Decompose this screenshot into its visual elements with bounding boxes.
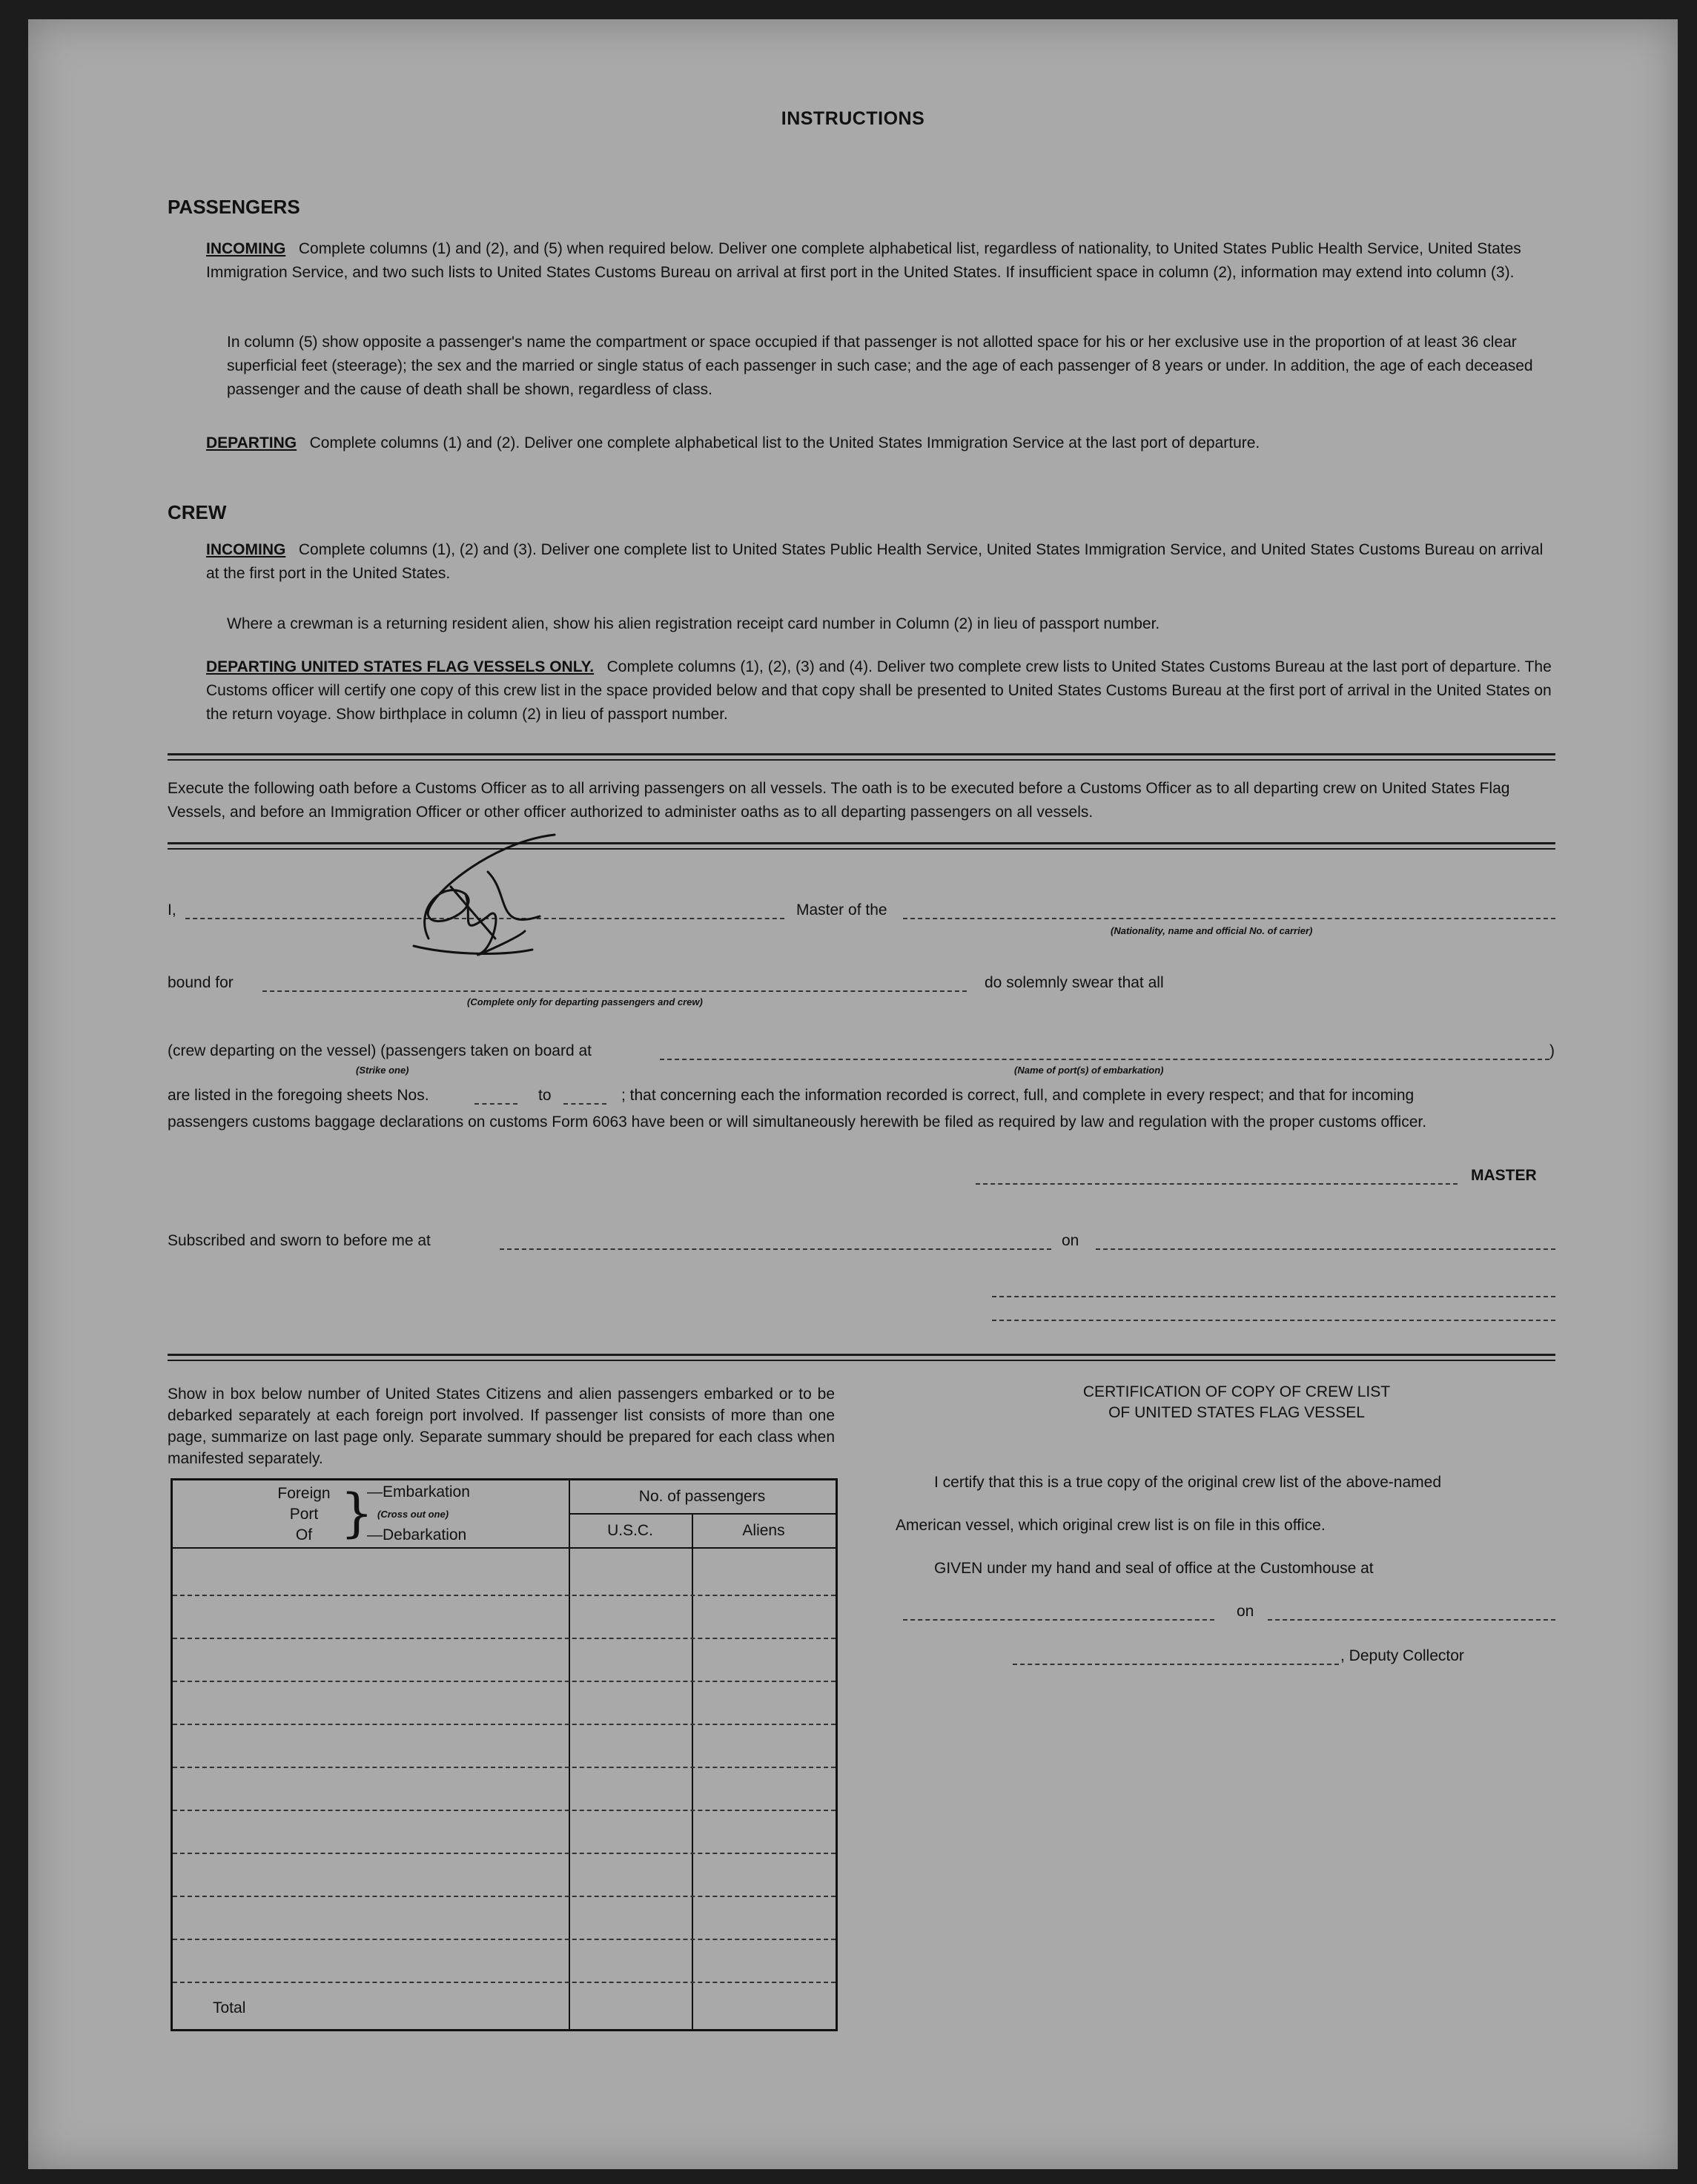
- certification-line-1: I certify that this is a true copy of the original crew list of the above-named: [934, 1474, 1441, 1491]
- master-name-field-cont[interactable]: [562, 918, 784, 919]
- oath-i-label: I,: [168, 901, 176, 919]
- table-row[interactable]: [173, 1638, 836, 1639]
- table-row[interactable]: [173, 1896, 836, 1897]
- swear-label: do solemnly swear that all: [985, 974, 1164, 991]
- passengers-heading: PASSENGERS: [168, 196, 300, 218]
- passengers-departing-paragraph: [206, 431, 1555, 455]
- sheets-text-2: ; that concerning each the information recorded is correct, full, and complete in every respect; and that for incoming: [621, 1087, 1415, 1104]
- table-row[interactable]: [173, 1853, 836, 1854]
- passengers-departing-text: Complete columns (1) and (2). Deliver one complete alphabetical list to the United States Immigration Service at the last port of departure.: [309, 434, 1260, 451]
- sworn-date-field[interactable]: [1096, 1248, 1555, 1250]
- table-row[interactable]: [173, 1724, 836, 1725]
- crew-incoming-paragraph: [206, 538, 1555, 586]
- master-label: MASTER: [1471, 1167, 1537, 1184]
- passengers-departing-label: DEPARTING: [206, 434, 297, 451]
- crew-departing-label: (crew departing on the vessel) (passengers taken on board at: [168, 1042, 592, 1059]
- form-sheet: [28, 19, 1678, 2169]
- certification-on-label: on: [1237, 1603, 1254, 1620]
- table-divider: [692, 1513, 693, 2029]
- master-signature-field[interactable]: [976, 1183, 1458, 1185]
- sheet-to-field[interactable]: [563, 1103, 606, 1105]
- bound-for-note: (Complete only for departing passengers and crew): [467, 996, 703, 1007]
- passengers-incoming-text: Complete columns (1) and (2), and (5) when required below. Deliver one complete alphabetical list, regardless of nationality, to United States Public Health Service, United States Immigration Service, and two such lists to United States Customs Bureau on arrival at first port in the United States. If insufficient space in column (2), information may extend into column (3).: [206, 240, 1521, 281]
- carrier-field[interactable]: [903, 918, 1555, 919]
- table-row[interactable]: [173, 1982, 836, 1983]
- certification-date-field[interactable]: [1268, 1619, 1555, 1621]
- header-foreign: Foreign: [277, 1485, 331, 1502]
- certification-line-2: American vessel, which original crew list is on file in this office.: [896, 1517, 1326, 1534]
- table-row[interactable]: [173, 1595, 836, 1596]
- master-signature-scrawl: [384, 827, 606, 968]
- table-divider: [569, 1480, 570, 2029]
- crew-incoming-text: Complete columns (1), (2) and (3). Deliver one complete list to United States Public Health Service, United States Immigration Service, and United States Customs Bureau on arrival at the first port in the United States.: [206, 541, 1544, 582]
- bound-for-field[interactable]: [262, 990, 967, 992]
- page-title: INSTRUCTIONS: [781, 108, 925, 129]
- divider-rule: [168, 759, 1555, 761]
- deputy-collector-label: , Deputy Collector: [1340, 1647, 1464, 1664]
- customhouse-field[interactable]: [903, 1619, 1214, 1621]
- table-row[interactable]: [173, 1810, 836, 1811]
- subscribed-label: Subscribed and sworn to before me at: [168, 1232, 431, 1249]
- deputy-collector-field[interactable]: [1013, 1664, 1339, 1665]
- oath-intro: Execute the following oath before a Customs Officer as to all arriving passengers on all vessels. The oath is to be executed before a Customs Officer as to all departing crew on United States Flag Vessels, and before an Immigration Officer or other officer authorized to administer oaths as to all departing passengers on all vessels.: [168, 780, 1510, 821]
- table-row[interactable]: [173, 1939, 836, 1940]
- header-usc: U.S.C.: [607, 1522, 653, 1539]
- total-label: Total: [213, 1999, 246, 2016]
- table-row[interactable]: [173, 1767, 836, 1768]
- officer-signature-field[interactable]: [992, 1296, 1555, 1297]
- passengers-column5-paragraph: In column (5) show opposite a passenger's name the compartment or space occupied if that passenger is not allotted space for his or her exclusive use in the proportion of at least 36 clear superficial feet (steerage); the sex and the married or single status of each passenger in such case; and the age of each passenger of 8 years or under. In addition, the age of each deceased passenger and the cause of death shall be shown, regardless of class.: [227, 334, 1533, 398]
- table-divider: [569, 1513, 836, 1515]
- master-of-label: Master of the: [796, 901, 887, 919]
- crew-departing-text: Complete columns (1), (2), (3) and (4). Deliver two complete crew lists to United States Customs Bureau at the last port of departure. The Customs officer will certify one copy of this crew list in the space provided below and that copy shall be presented to United States Customs Bureau at the first port of arrival in the United States on the return voyage. Show birthplace in column (2) in lieu of passport number.: [206, 658, 1552, 723]
- header-embarkation: —Embarkation: [367, 1483, 470, 1500]
- crew-heading: CREW: [168, 501, 227, 523]
- bound-for-label: bound for: [168, 974, 234, 991]
- sheets-text-3: passengers customs baggage declarations on customs Form 6063 have been or will simultaneously herewith be filed as required by law and regulation with the proper customs officer.: [168, 1113, 1427, 1131]
- certification-heading-1: CERTIFICATION OF COPY OF CREW LIST: [1082, 1383, 1391, 1400]
- sheet-from-field[interactable]: [474, 1103, 517, 1105]
- crew-departing-paragraph: [206, 655, 1555, 727]
- divider-rule: [168, 753, 1555, 755]
- divider-rule: [168, 1360, 1555, 1361]
- crew-resident-paragraph: Where a crewman is a returning resident alien, show his alien registration receipt card number in Column (2) in lieu of passport number.: [227, 615, 1160, 632]
- sworn-place-field[interactable]: [500, 1248, 1051, 1250]
- summary-instructions: Show in box below number of United States Citizens and alien passengers embarked or to be debarked separately at each foreign port involved. If passenger list consists of more than one page, summarize on last page only. Separate summary should be prepared for each class when manifested separately.: [168, 1386, 835, 1467]
- certification-heading-2: OF UNITED STATES FLAG VESSEL: [1108, 1404, 1365, 1421]
- header-of: Of: [295, 1526, 313, 1543]
- header-aliens: Aliens: [742, 1522, 785, 1539]
- port-note: (Name of port(s) of embarkation): [1014, 1065, 1164, 1076]
- close-paren: ): [1549, 1042, 1555, 1059]
- header-port: Port: [289, 1506, 319, 1523]
- divider-rule: [168, 842, 1555, 844]
- header-no-of-passengers: No. of passengers: [638, 1488, 766, 1505]
- officer-title-field[interactable]: [992, 1320, 1555, 1321]
- table-divider: [173, 1547, 836, 1549]
- header-brace: }: [340, 1483, 374, 1543]
- strike-note: (Strike one): [356, 1065, 409, 1076]
- passengers-incoming-paragraph: [206, 237, 1555, 285]
- passenger-summary-table: [171, 1478, 838, 2031]
- sheets-label: are listed in the foregoing sheets Nos.: [168, 1087, 429, 1104]
- crew-departing-label: DEPARTING UNITED STATES FLAG VESSELS ONLY.: [206, 658, 595, 675]
- embarkation-port-field[interactable]: [660, 1059, 1549, 1060]
- crew-incoming-label: INCOMING: [206, 541, 286, 558]
- divider-rule: [168, 848, 1555, 850]
- sworn-on-label: on: [1062, 1232, 1079, 1249]
- header-debarkation: —Debarkation: [367, 1526, 467, 1543]
- table-row[interactable]: [173, 1681, 836, 1682]
- header-cross-out: (Cross out one): [377, 1509, 449, 1520]
- passengers-incoming-label: INCOMING: [206, 240, 286, 257]
- divider-rule: [168, 1354, 1555, 1356]
- carrier-note: (Nationality, name and official No. of carrier): [1111, 925, 1313, 936]
- sheets-to-label: to: [538, 1087, 552, 1104]
- certification-line-3: GIVEN under my hand and seal of office at the Customhouse at: [934, 1560, 1374, 1577]
